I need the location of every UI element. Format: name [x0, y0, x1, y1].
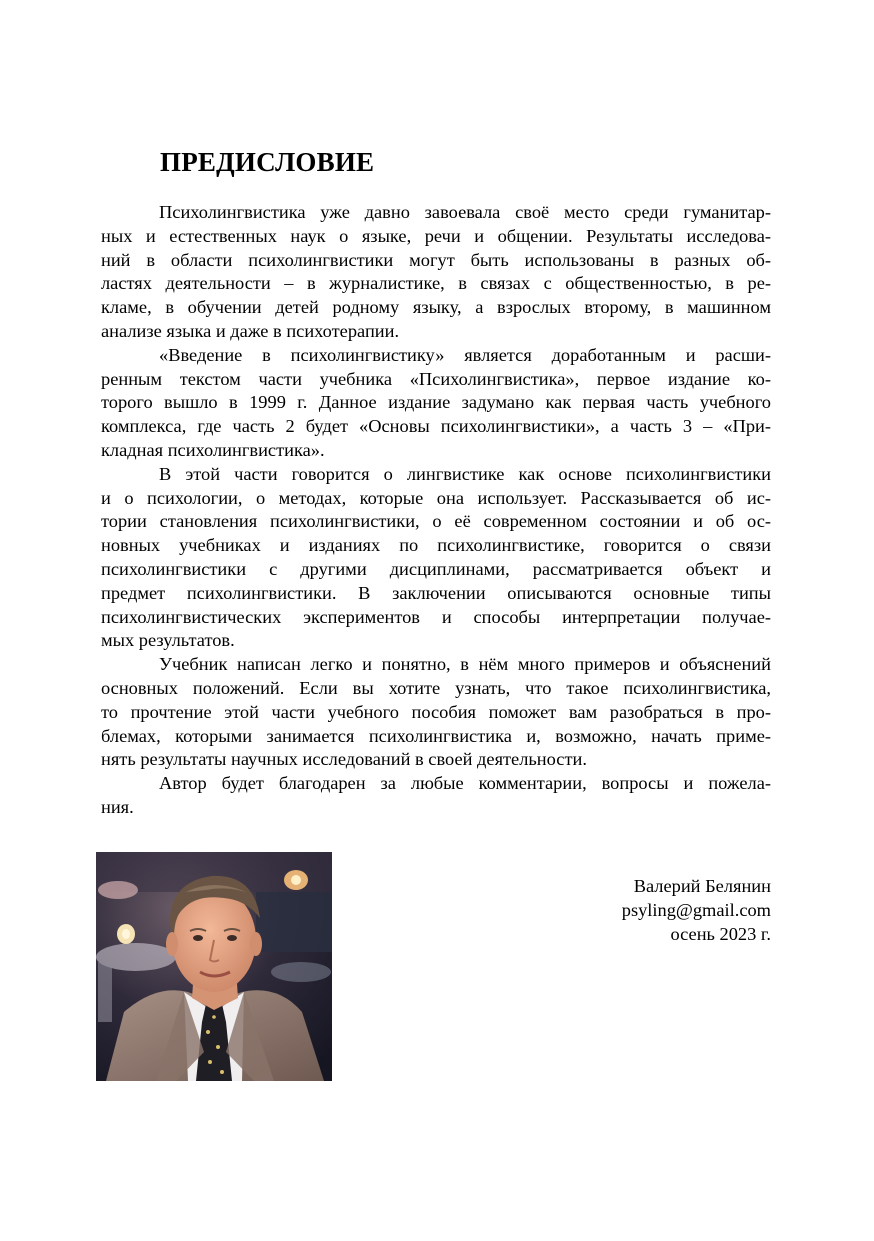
- text-line: психолингвистических экспериментов и способы интерпретации получае-: [101, 606, 771, 627]
- text-line: основных положений. Если вы хотите узнать, что такое психолингвистика,: [101, 677, 771, 698]
- text-line: торого вышло в 1999 г. Данное издание задумано как первая часть учебного: [101, 392, 771, 413]
- text-line: и о психологии, о методах, которые она использует. Рассказывается об ис-: [101, 487, 771, 508]
- paragraph-1: [101, 201, 771, 344]
- paragraph-3: [101, 463, 771, 653]
- paragraph-2: [101, 344, 771, 463]
- page-title: ПРЕДИСЛОВИЕ: [160, 147, 375, 177]
- text-line: ных и естественных наук о языке, речи и общении. Результаты исследова-: [101, 225, 771, 246]
- text-line: ний в области психолингвистики могут быть использованы в разных об-: [101, 249, 771, 270]
- preface-body: [101, 201, 771, 820]
- text-line: то прочтение этой части учебного пособия поможет вам разобраться в про-: [101, 701, 771, 722]
- text-line: Психолингвистика уже давно завоевала своё место среди гуманитар-: [159, 202, 771, 222]
- text-line: ния.: [101, 796, 134, 817]
- text-line: Автор будет благодарен за любые комментарии, вопросы и пожела-: [159, 773, 771, 794]
- text-line: кладная психолингвистика».: [101, 439, 325, 460]
- text-line: нять результаты научных исследований в своей деятельности.: [101, 749, 587, 770]
- text-line: В этой части говорится о лингвистике как основе психолингвистики: [159, 463, 771, 484]
- author-portrait-icon: [96, 852, 332, 1081]
- text-line: психолингвистики с другими дисциплинами, рассматривается объект и: [101, 558, 771, 579]
- text-line: кламе, в обучении детей родному языку, а взрослых второму, в машинном: [101, 297, 771, 318]
- text-line: ластях деятельности – в журналистике, в связах с общественностью, в ре-: [101, 273, 771, 294]
- text-line: блемах, которыми занимается психолингвистика и, возможно, начать приме-: [101, 725, 771, 746]
- text-line: «Введение в психолингвистику» является доработанным и расши-: [159, 344, 771, 365]
- paragraph-5: [101, 772, 771, 820]
- text-line: комплекса, где часть 2 будет «Основы психолингвистики», а часть 3 – «При-: [101, 416, 771, 437]
- author-name: Валерий Белянин: [633, 876, 771, 896]
- text-line: тории становления психолингвистики, о её современном состоянии и об ос-: [101, 511, 771, 532]
- signature-date: осень 2023 г.: [670, 924, 771, 944]
- author-photo: [96, 852, 332, 1081]
- text-line: анализе языка и даже в психотерапии.: [101, 320, 400, 341]
- text-line: новных учебниках и изданиях по психолингвистике, говорится о связи: [101, 535, 771, 556]
- paragraph-4: [101, 653, 771, 772]
- text-line: предмет психолингвистики. В заключении описываются основные типы: [101, 582, 771, 603]
- text-line: мых результатов.: [101, 630, 235, 651]
- author-email: psyling@gmail.com: [621, 900, 771, 920]
- text-line: Учебник написан легко и понятно, в нём много примеров и объяснений: [159, 654, 771, 675]
- text-line: ренным текстом части учебника «Психолингвистика», первое издание ко-: [101, 368, 771, 389]
- author-signature: [622, 874, 771, 946]
